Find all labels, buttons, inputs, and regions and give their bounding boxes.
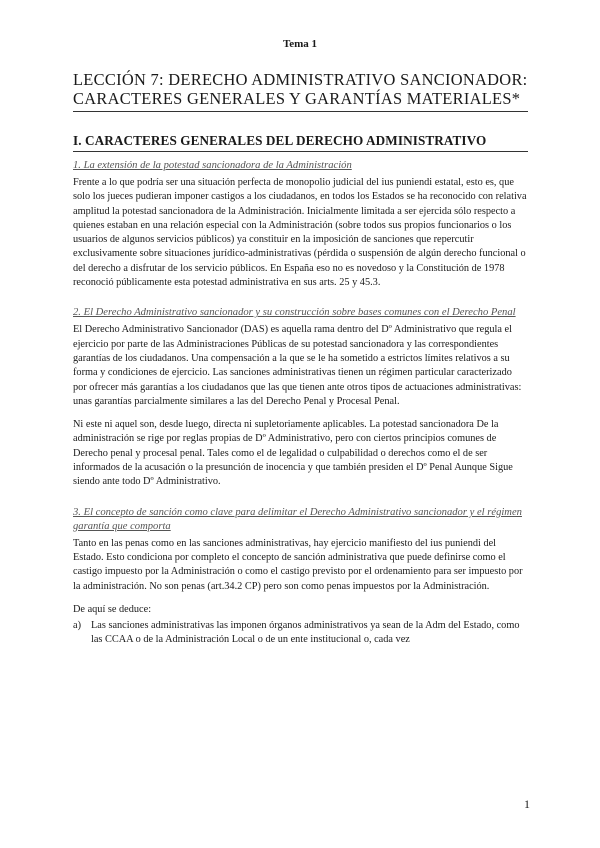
subsection-heading-1: 1. La extensión de la potestad sancionadora de la Administración [73,160,352,171]
paragraph: Tanto en las penas como en las sanciones administrativas, hay ejercicio manifiesto del ius puniendi del Estado. Esto condiciona por completo el concepto de sanción administrativa que puede definirse como el castigo impuesto por la Administración o como el castigo previsto por el ordenamiento para ser impuesto por la administración. No son penas (art.34.2 CP) pero son como penas impuestos por la Administración. [73,537,523,592]
list-marker: a) [73,620,81,632]
page-number: 1 [524,797,530,811]
paragraph: El Derecho Administrativo Sancionador (DAS) es aquella rama dentro del Dº Administrativo que regula el ejercicio por parte de las Administraciones Públicas de su potestad sancionadora y las correspondientes garantías de los ciudadanos. Una compensación a la que se le ha sometido a estrictos límites relativos a su forma y condiciones de ejercicio. Las sanciones administrativas tienen un régimen particular caracterizado por ofrecer más garantías a los ciudadanos que las que tienen ante otros tipos de actuaciones administrativas: unas garantías parcialmente similares a las del Derecho Penal y Procesal Penal. [73,324,522,407]
section-title: I. CARACTERES GENERALES DEL DERECHO ADMINISTRATIVO [73,133,528,152]
list-item [73,619,528,648]
page-content [73,70,528,648]
paragraph: Frente a lo que podría ser una situación perfecta de monopolio judicial del ius puniendi estatal, esto es, que solo los jueces pudieran imponer castigos a los ciudadanos, en todos los Estados se ha reconocido con relativa amplitud la potestad sancionadora de la Administración. Inicialmente limitada a ser ejercida sólo respecto a quienes estaban en una relación especial con la Administración (sobre todos sus propios funcionarios o los usuarios de algunos servicios públicos) ya constituir en la imposición de sanciones que repercutir exclusivamente sobre situaciones jurídico-administrativas (pérdida o suspensión de algún derecho funcional o del derecho a disfrutar de los servicio públicos. En España eso no es novedoso y la Constitución de 1978 reconoció públicamente esta potestad administrativa en sus arts. 25 y 45.3. [73,177,527,289]
lesson-title: LECCIÓN 7: DERECHO ADMINISTRATIVO SANCIONADOR: CARACTERES GENERALES Y GARANTÍAS MATERIALES* [73,70,528,112]
paragraph: Ni este ni aquel son, desde luego, directa ni supletoriamente aplicables. La potestad sancionadora De la administración se rige por reglas propias de Dº Administrativo, pero con ciertos principios comunes de Derecho penal y procesal penal. Tales como el de legalidad o culpabilidad o derechos como el de ser informados de la acusación o la presunción de inocencia y que también presiden el Dº Penal Aunque Sigue siendo ante todo Dº Administrativo. [73,419,513,488]
running-header: Tema 1 [282,38,318,50]
paragraph: De aquí se deduce: [73,603,152,615]
list-item-text: Las sanciones administrativas las imponen órganos administrativos ya sean de la Adm del Estado, como las CCAA o de la Administración Local o de un ente institucional o, cada vez [91,620,520,646]
deduction-list [73,619,528,648]
subsection-heading-2: 2. El Derecho Administrativo sancionador y su construcción sobre bases comunes con el Derecho Penal [73,307,516,319]
subsection-heading-3: 3. El concepto de sanción como clave para delimitar el Derecho Administrativo sancionador y el régimen garantía que comporta [73,506,522,532]
